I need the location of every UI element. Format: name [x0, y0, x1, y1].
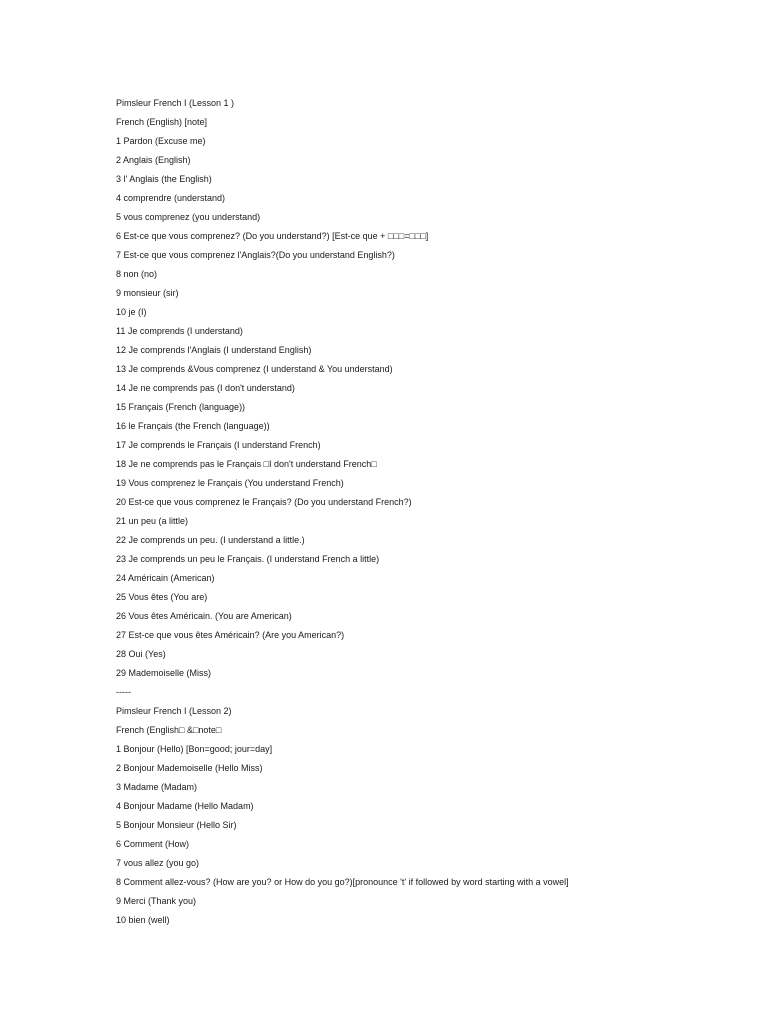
vocab-line: 7 Est-ce que vous comprenez l'Anglais?(Do you understand English?): [116, 250, 395, 260]
document-page: [116, 94, 756, 930]
vocab-line: 28 Oui (Yes): [116, 649, 166, 659]
vocab-line: 2 Bonjour Mademoiselle (Hello Miss): [116, 763, 263, 773]
vocab-line: 13 Je comprends &Vous comprenez (I understand & You understand): [116, 364, 393, 374]
vocab-line: 27 Est-ce que vous êtes Américain? (Are you American?): [116, 630, 345, 640]
lesson-2-title: Pimsleur French I (Lesson 2): [116, 706, 232, 716]
column-legend: French (English) [note]: [116, 117, 208, 127]
vocab-line: 12 Je comprends l'Anglais (I understand English): [116, 345, 312, 355]
vocab-line: 11 Je comprends (I understand): [116, 326, 243, 336]
vocab-line: 20 Est-ce que vous comprenez le Français? (Do you understand French?): [116, 497, 412, 507]
vocab-line: 5 vous comprenez (you understand): [116, 212, 261, 222]
vocab-line: 10 je (I): [116, 307, 147, 317]
section-divider: -----: [116, 687, 131, 697]
vocab-line: 19 Vous comprenez le Français (You understand French): [116, 478, 344, 488]
vocab-line: 10 bien (well): [116, 915, 170, 925]
vocab-line: 9 Merci (Thank you): [116, 896, 197, 906]
vocab-line: 24 Américain (American): [116, 573, 215, 583]
vocab-line: 26 Vous êtes Américain. (You are American): [116, 611, 292, 621]
vocab-line: 21 un peu (a little): [116, 516, 189, 526]
lesson-1-title: Pimsleur French I (Lesson 1 ): [116, 98, 235, 108]
vocab-line: 3 Madame (Madam): [116, 782, 198, 792]
vocab-line: 5 Bonjour Monsieur (Hello Sir): [116, 820, 237, 830]
vocab-line: 16 le Français (the French (language)): [116, 421, 270, 431]
vocab-line: 22 Je comprends un peu. (I understand a little.): [116, 535, 305, 545]
vocab-line: 29 Mademoiselle (Miss): [116, 668, 212, 678]
vocab-line: 4 comprendre (understand): [116, 193, 226, 203]
vocab-line: 1 Bonjour (Hello) [Bon=good; jour=day]: [116, 744, 273, 754]
vocab-line: 23 Je comprends un peu le Français. (I understand French a little): [116, 554, 380, 564]
vocab-line: 15 Français (French (language)): [116, 402, 246, 412]
vocab-line: 7 vous allez (you go): [116, 858, 200, 868]
vocab-line: 6 Comment (How): [116, 839, 190, 849]
vocab-line: 3 l' Anglais (the English): [116, 174, 212, 184]
vocab-line: 8 Comment allez-vous? (How are you? or How do you go?)[pronounce 't' if followed by word starting with a vowel]: [116, 877, 569, 887]
vocab-line: 18 Je ne comprends pas le Français □I don't understand French□: [116, 459, 377, 469]
vocab-line: 8 non (no): [116, 269, 158, 279]
vocab-line: 2 Anglais (English): [116, 155, 191, 165]
vocab-line: 25 Vous êtes (You are): [116, 592, 208, 602]
vocab-line: 9 monsieur (sir): [116, 288, 179, 298]
column-legend: French (English□ &□note□: [116, 725, 222, 735]
vocab-line: 1 Pardon (Excuse me): [116, 136, 206, 146]
vocab-line: 6 Est-ce que vous comprenez? (Do you understand?) [Est-ce que + □□□=□□□]: [116, 231, 429, 241]
vocab-line: 17 Je comprends le Français (I understand French): [116, 440, 321, 450]
vocab-line: 14 Je ne comprends pas (I don't understand): [116, 383, 295, 393]
vocab-line: 4 Bonjour Madame (Hello Madam): [116, 801, 254, 811]
